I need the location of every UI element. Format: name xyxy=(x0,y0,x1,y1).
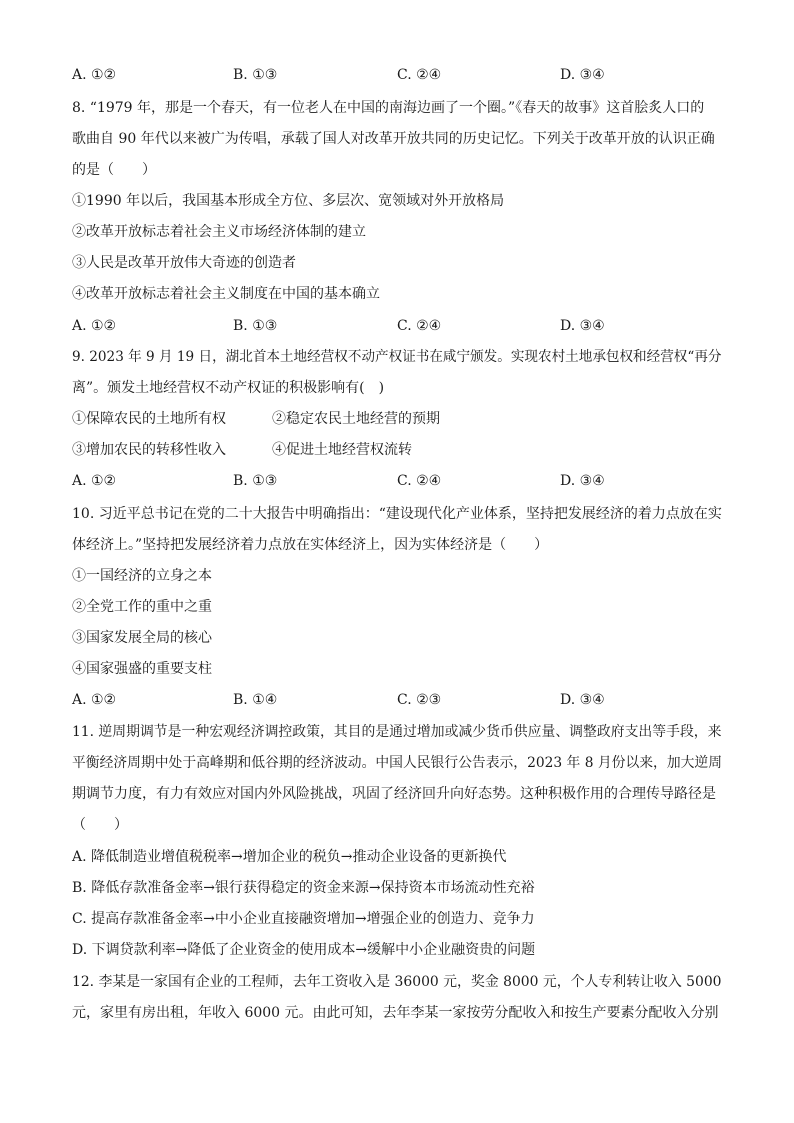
q8-statement-1: ①1990 年以后，我国基本形成全方位、多层次、宽领域对外开放格局 xyxy=(72,193,505,209)
q10-statement-3: ③国家发展全局的核心 xyxy=(72,630,212,646)
q11-stem-line-2: 平衡经济周期中处于高峰期和低谷期的经济波动。中国人民银行公告表示，2023 年 8 月份以来，加大逆周 xyxy=(72,755,722,771)
q12-stem-line-2: 元，家里有房出租，年收入 6000 元。由此可知，去年李某一家按劳分配收入和按生产要素分配收入分别 xyxy=(72,1005,719,1021)
q12-stem-line-1: 12. 李某是一家国有企业的工程师，去年工资收入是 36000 元，奖金 8000 元，个人专利转让收入 5000 xyxy=(72,974,722,990)
q8-option-d: D. ③④ xyxy=(560,318,605,334)
q7-option-c: C. ②④ xyxy=(397,67,442,83)
q11-choice-b: B. 降低存款准备金率→银行获得稳定的资金来源→保持资本市场流动性充裕 xyxy=(72,880,535,896)
q11-stem-line-1: 11. 逆周期调节是一种宏观经济调控政策，其目的是通过增加或减少货币供应量、调整政府支出等手段，来 xyxy=(72,724,722,740)
q11-stem-line-4: （ ） xyxy=(72,817,128,833)
q9-statements-row-2 xyxy=(72,440,722,460)
q9-option-d: D. ③④ xyxy=(560,473,605,489)
q9-stem-line-2: 离”。颁发土地经营权不动产权证的积极影响有( ) xyxy=(72,380,385,396)
q10-stem-line-1: 10. 习近平总书记在党的二十大报告中明确指出：“建设现代化产业体系，坚持把发展经济的着力点放在实 xyxy=(72,506,722,522)
q11-choice-c: C. 提高存款准备金率→中小企业直接融资增加→增强企业的创造力、竞争力 xyxy=(72,911,535,927)
q11-choice-a: A. 降低制造业增值税税率→增加企业的税负→推动企业设备的更新换代 xyxy=(72,849,507,865)
q10-option-d: D. ③④ xyxy=(560,692,605,708)
q10-option-c: C. ②③ xyxy=(397,692,442,708)
q8-option-b: B. ①③ xyxy=(233,318,278,334)
q7-option-b: B. ①③ xyxy=(233,67,278,83)
q11-choice-d: D. 下调贷款利率→降低了企业资金的使用成本→缓解中小企业融资贵的问题 xyxy=(72,942,536,958)
q10-options xyxy=(72,690,722,710)
q8-statement-3: ③人民是改革开放伟大奇迹的创造者 xyxy=(72,255,296,271)
q9-statement-3: ③增加农民的转移性收入 xyxy=(72,442,226,458)
q9-option-c: C. ②④ xyxy=(397,473,442,489)
q9-option-a: A. ①② xyxy=(72,473,117,489)
q9-stem-line-1: 9. 2023 年 9 月 19 日，湖北首本土地经营权不动产权证书在咸宁颁发。实现农村土地承包权和经营权“再分 xyxy=(72,349,722,365)
q10-stem-line-2: 体经济上。”坚持把发展经济着力点放在实体经济上，因为实体经济是（ ） xyxy=(72,537,549,553)
q8-statement-4: ④改革开放标志着社会主义制度在中国的基本确立 xyxy=(72,286,380,302)
q8-stem-line-1: 8. “1979 年，那是一个春天，有一位老人在中国的南海边画了一个圈。”《春天的故事》这首脍炙人口的 xyxy=(72,100,705,116)
q7-options xyxy=(72,65,722,85)
q10-option-b: B. ①④ xyxy=(233,692,278,708)
q8-stem-line-3: 的是（ ） xyxy=(72,162,156,178)
q10-statement-1: ①一国经济的立身之本 xyxy=(72,568,212,584)
q9-options xyxy=(72,471,722,491)
q7-option-a: A. ①② xyxy=(72,67,117,83)
q9-statements-row-1 xyxy=(72,409,722,429)
q8-option-c: C. ②④ xyxy=(397,318,442,334)
q10-option-a: A. ①② xyxy=(72,692,117,708)
q8-option-a: A. ①② xyxy=(72,318,117,334)
q9-statement-4: ④促进土地经营权流转 xyxy=(272,442,412,458)
q8-options xyxy=(72,316,722,336)
q9-statement-2: ②稳定农民土地经营的预期 xyxy=(272,411,440,427)
q7-option-d: D. ③④ xyxy=(560,67,605,83)
q9-option-b: B. ①③ xyxy=(233,473,278,489)
q8-stem-line-2: 歌曲自 90 年代以来被广为传唱，承载了国人对改革开放共同的历史记忆。下列关于改革开放的认识正确 xyxy=(72,131,715,147)
q11-stem-line-3: 期调节力度，有力有效应对国内外风险挑战，巩固了经济回升向好态势。这种积极作用的合理传导路径是 xyxy=(72,786,716,802)
q9-statement-1: ①保障农民的土地所有权 xyxy=(72,411,226,427)
q10-statement-4: ④国家强盛的重要支柱 xyxy=(72,661,212,677)
q8-statement-2: ②改革开放标志着社会主义市场经济体制的建立 xyxy=(72,224,366,240)
q10-statement-2: ②全党工作的重中之重 xyxy=(72,599,212,615)
